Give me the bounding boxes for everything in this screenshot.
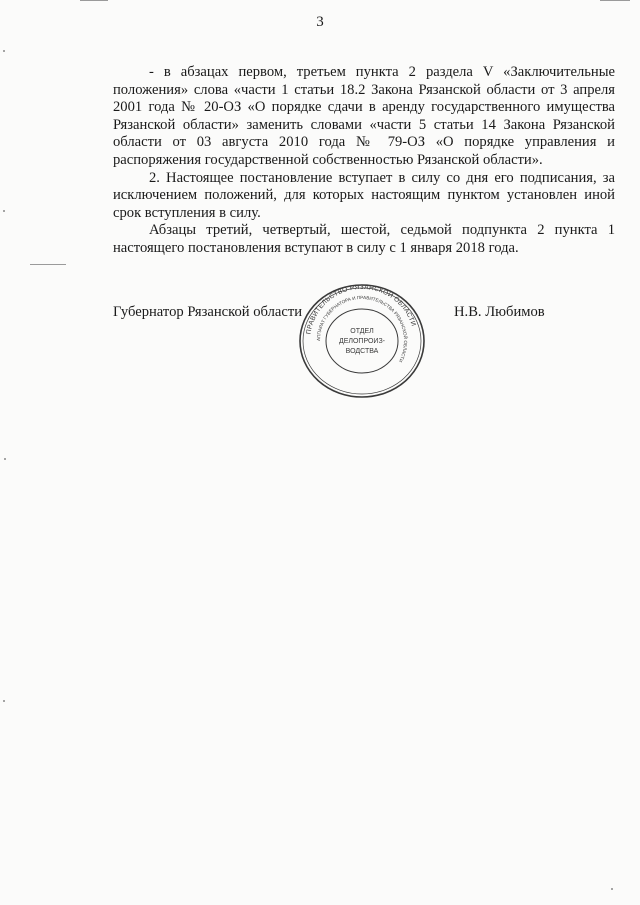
stamp-center-line-3: ВОДСТВА [345,348,379,355]
signatory-title: Губернатор Рязанской области [113,304,303,320]
paragraph-effective-date: 2. Настоящее постановление вступает в силу со дня его подписания, за исключением положений, для которых настоящим пунктом установлен иной срок вступления в силу. [113,169,615,221]
signatory-name: Н.В. Любимов [454,304,545,320]
official-stamp [296,283,428,399]
scan-artifact-dot [3,700,5,702]
document-body [113,64,615,258]
paragraph-amendment: - в абзацах первом, третьем пункта 2 раздела V «Заключительные положения» слова «части 1 статьи 18.2 Закона Рязанской области от 3 апреля 2001 года № 20-ОЗ «О порядке сдачи в аренду государственного имущества Рязанской области» заменить словами «части 5 статьи 14 Закона Рязанской области от 03 августа 2010 года № 79-ОЗ «О порядке управления и распоряжения государственной собственностью Рязанской области». [113,64,615,168]
page-number: 3 [316,14,324,30]
scan-artifact-top [80,0,108,1]
scan-artifact-dot [3,50,5,52]
stamp-center-line-1: ОТДЕЛ [350,328,374,335]
stamp-inner-text: АППАРАТ ГУБЕРНАТОРА И ПРАВИТЕЛЬСТВА РЯЗАНСКОЙ ОБЛАСТИ [315,294,409,364]
scan-artifact-dot [4,458,6,460]
paragraph-exceptions: Абзацы третий, четвертый, шестой, седьмой подпункта 2 пункта 1 настоящего постановления вступают в силу с 1 января 2018 года. [113,222,615,256]
scan-artifact-left-mark [30,264,66,265]
scan-artifact-top-right [600,0,630,1]
scan-artifact-dot [3,210,5,212]
stamp-outer-text: ПРАВИТЕЛЬСТВО РЯЗАНСКОЙ ОБЛАСТИ [305,283,417,335]
stamp-center-line-2: ДЕЛОПРОИЗ- [338,338,386,345]
scan-artifact-dot [611,888,613,890]
